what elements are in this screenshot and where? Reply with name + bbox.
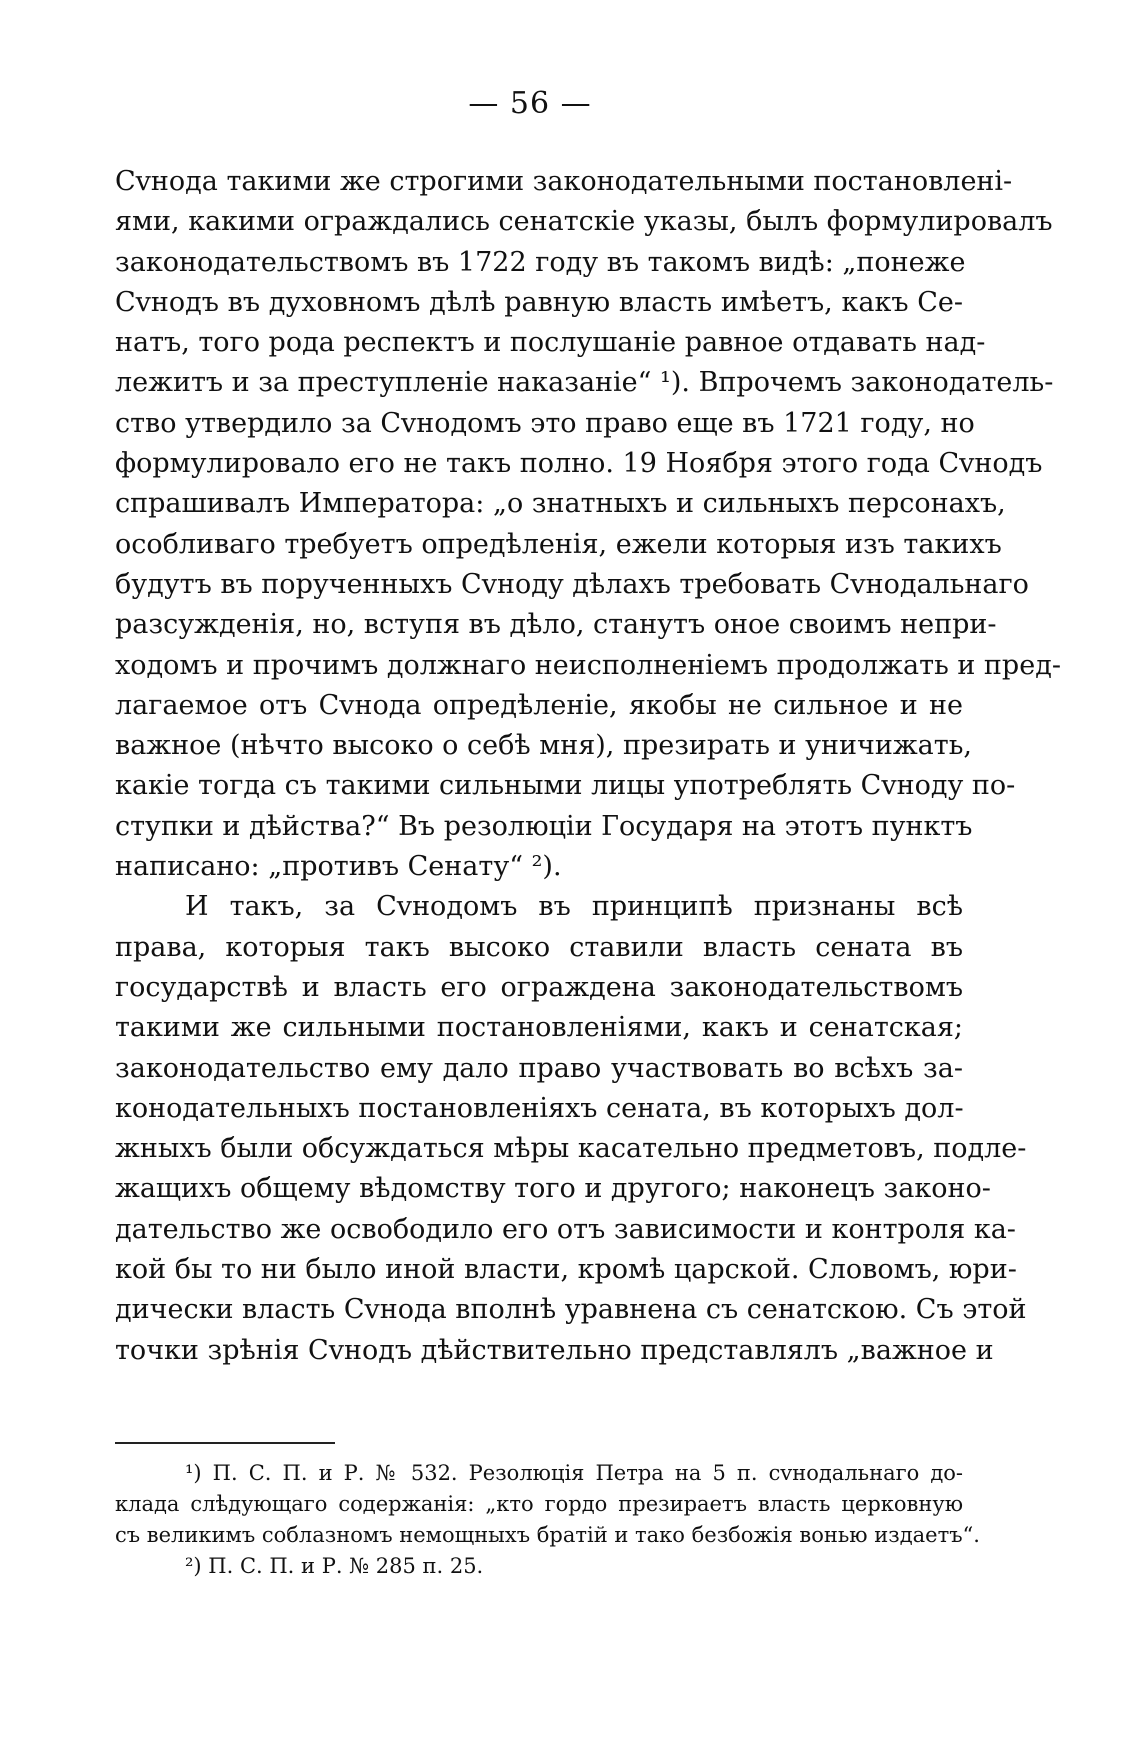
text-line: лежитъ и за преступленіе наказаніе“ ¹). Впрочемъ законодатель- [115, 367, 1054, 399]
text-line: ями, какими ограждались сенатскіе указы, былъ формулировалъ [115, 206, 1053, 238]
text-line: разсужденія, но, вступя въ дѣло, станутъ оное своимъ непри- [115, 609, 997, 641]
body-text [115, 162, 1061, 1371]
text-line: ство утвердило за Сvнодомъ это право еще въ 1721 году, но [115, 407, 975, 439]
text-line: кой бы то ни было иной власти, кромѣ царской. Словомъ, юри- [115, 1254, 1017, 1286]
footnote-line: ²) П. С. П. и Р. № 285 п. 25. [185, 1554, 484, 1578]
text-line: ходомъ и прочимъ должнаго неисполненіемъ продолжать и пред- [115, 649, 1061, 681]
text-line: натъ, того рода респектъ и послушаніе равное отдавать над- [115, 327, 986, 359]
text-line: точки зрѣнія Сvнодъ дѣйствительно представлялъ „важное и [115, 1334, 994, 1366]
text-line: будутъ въ порученныхъ Сvноду дѣлахъ требовать Сvнодальнаго [115, 568, 1029, 600]
text-line: государствѣ и власть его ограждена законодательствомъ [115, 971, 963, 1003]
text-line: такими же сильными постановленіями, какъ и сенатская; [115, 1012, 963, 1044]
text-line: Сvнодъ въ духовномъ дѣлѣ равную власть имѣетъ, какъ Се- [115, 286, 963, 318]
text-line: лагаемое отъ Сvнода опредѣленіе, якобы не сильное и не [115, 689, 963, 721]
footnotes [115, 1458, 980, 1582]
text-line: права, которыя такъ высоко ставили власть сената въ [115, 931, 963, 963]
page-number: — 56 — [468, 86, 592, 121]
text-line: важное (нѣчто высоко о себѣ мня), презирать и уничижать, [115, 730, 972, 762]
text-line: жащихъ общему вѣдомству того и другого; наконецъ законо- [115, 1173, 991, 1205]
text-line: формулировало его не такъ полно. 19 Ноября этого года Сvнодъ [115, 448, 1043, 480]
text-line: жныхъ были обсуждаться мѣры касательно предметовъ, подле- [115, 1133, 1027, 1165]
text-line: законодательство ему дало право участвовать во всѣхъ за- [115, 1052, 963, 1084]
text-line: законодательствомъ въ 1722 году въ такомъ видѣ: „понеже [115, 246, 966, 278]
text-line: спрашивалъ Императора: „о знатныхъ и сильныхъ персонахъ, [115, 488, 1006, 520]
text-line: дательство же освободило его отъ зависимости и контроля ка- [115, 1213, 1016, 1245]
text-line: особливаго требуетъ опредѣленія, ежели которыя изъ такихъ [115, 528, 1002, 560]
paragraph-start-line: И такъ, за Сvнодомъ въ принципѣ признаны всѣ [185, 891, 963, 923]
text-line: конодательныхъ постановленіяхъ сената, въ которыхъ дол- [115, 1092, 964, 1124]
text-line: Сvнода такими же строгими законодательными постановлені- [115, 166, 1013, 197]
footnote-line: ¹) П. С. П. и Р. № 532. Резолюція Петра на 5 п. сvнодальнаго до- [185, 1461, 963, 1485]
text-line: какіе тогда съ такими сильными лицы употреблять Сvноду по- [115, 770, 1016, 802]
footnote-divider [115, 1442, 335, 1444]
text-line: дически власть Сvнода вполнѣ уравнена съ сенатскою. Съ этой [115, 1294, 1027, 1326]
footnote-line: съ великимъ соблазномъ немощныхъ братій и тако безбожія вонью издаетъ“. [115, 1523, 980, 1547]
footnote-line: клада слѣдующаго содержанія: „кто гордо презираетъ власть церковную [115, 1492, 963, 1516]
text-line: ступки и дѣйства?“ Въ резолюціи Государя на этотъ пунктъ [115, 810, 973, 842]
text-line: написано: „противъ Сенату“ ²). [115, 851, 562, 883]
